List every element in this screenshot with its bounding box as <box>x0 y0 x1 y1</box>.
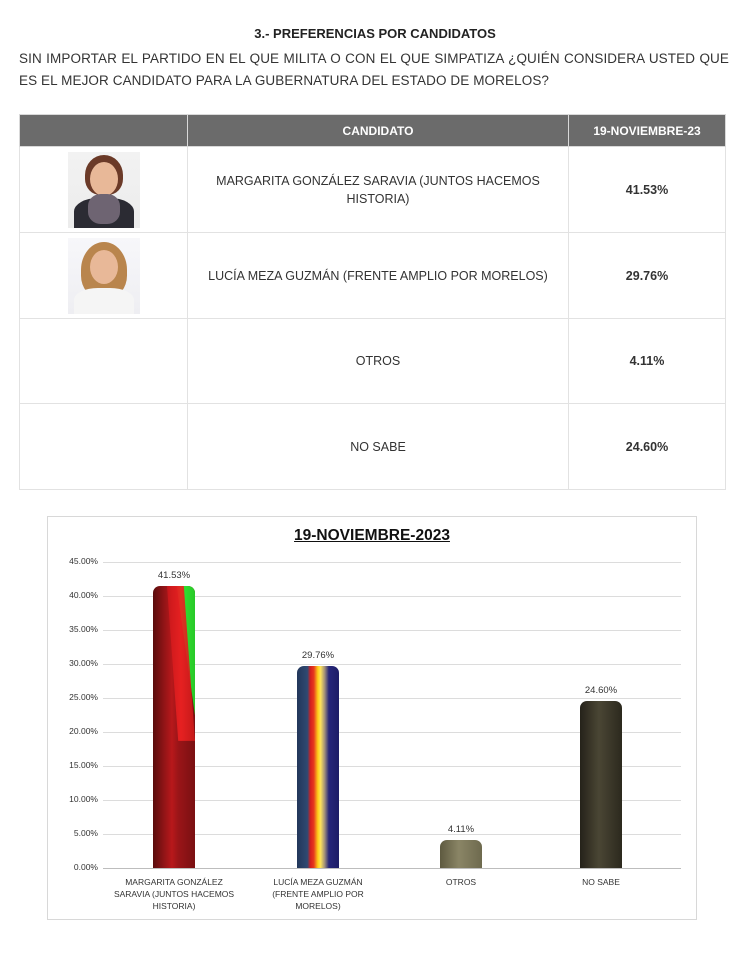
x-axis-category-label <box>396 876 526 888</box>
data-label: 4.11% <box>447 824 475 836</box>
candidate-name: MARGARITA GONZÁLEZ SARAVIA (JUNTOS HACEMOS HISTORIA) <box>188 147 569 233</box>
candidate-name: NO SABE <box>188 404 569 490</box>
category-label-line: MARGARITA GONZÁLEZ <box>125 877 223 887</box>
y-axis-tick-label: 25.00% <box>69 692 98 702</box>
chart-title: 19-NOVIEMBRE-2023 <box>294 527 450 544</box>
table-row <box>20 404 726 490</box>
x-axis-category-label <box>109 876 239 912</box>
photo-cell <box>20 319 188 404</box>
column-header-candidato: CANDIDATO <box>188 115 569 147</box>
table-row <box>20 147 726 233</box>
y-axis-tick-label: 30.00% <box>69 658 98 668</box>
category-label-line: MORELOS) <box>295 901 341 911</box>
y-axis-tick-label: 40.00% <box>69 590 98 600</box>
category-label-line: (FRENTE AMPLIO POR <box>272 889 364 899</box>
category-label-line: NO SABE <box>582 877 620 887</box>
x-axis-line <box>103 868 681 869</box>
category-label-line: HISTORIA) <box>152 901 196 911</box>
candidate-percentage: 24.60% <box>569 404 726 490</box>
y-axis-tick-label: 45.00% <box>69 556 98 566</box>
y-axis-tick-label: 15.00% <box>69 760 98 770</box>
table-row <box>20 233 726 319</box>
survey-question: SIN IMPORTAR EL PARTIDO EN EL QUE MILITA O CON EL QUE SIMPATIZA ¿QUIÉN CONSIDERA USTED QUE ES EL MEJOR CANDIDATO PARA LA GUBERNATURA DEL ESTADO DE MORELOS? <box>19 51 729 88</box>
photo-cell <box>20 147 188 233</box>
candidate-percentage: 29.76% <box>569 233 726 319</box>
column-header-photo <box>20 115 188 147</box>
candidate-photo-lucia <box>68 238 140 314</box>
category-label-line: OTROS <box>445 877 477 887</box>
data-label: 29.76% <box>301 649 335 661</box>
bar-margarita <box>153 586 195 868</box>
gridline <box>103 562 681 563</box>
candidate-name: LUCÍA MEZA GUZMÁN (FRENTE AMPLIO POR MORELOS) <box>188 233 569 319</box>
candidate-photo-margarita <box>68 152 140 228</box>
table-row <box>20 319 726 404</box>
candidate-name: OTROS <box>188 319 569 404</box>
y-axis-tick-label: 0.00% <box>73 862 98 872</box>
photo-cell <box>20 233 188 319</box>
bar-no-sabe <box>580 701 622 868</box>
candidate-percentage: 4.11% <box>569 319 726 404</box>
category-label-line: SARAVIA (JUNTOS HACEMOS <box>113 889 235 899</box>
category-label-line: LUCÍA MEZA GUZMÁN <box>273 877 363 887</box>
x-axis-category-label <box>253 876 383 912</box>
column-header-date: 19-NOVIEMBRE-23 <box>569 115 726 147</box>
bar-chart <box>47 516 697 920</box>
y-axis-tick-label: 35.00% <box>69 624 98 634</box>
data-label: 41.53% <box>157 569 191 581</box>
y-axis-tick-label: 20.00% <box>69 726 98 736</box>
section-title: 3.- PREFERENCIAS POR CANDIDATOS <box>254 26 496 41</box>
results-table <box>19 114 726 490</box>
table-header-row <box>20 115 726 147</box>
y-axis-tick-label: 5.00% <box>73 828 98 838</box>
photo-cell <box>20 404 188 490</box>
bar-otros <box>440 840 482 868</box>
bar-lucia <box>297 666 339 868</box>
x-axis-category-label <box>536 876 666 888</box>
data-label: 24.60% <box>584 684 618 696</box>
candidate-percentage: 41.53% <box>569 147 726 233</box>
y-axis-tick-label: 10.00% <box>69 794 98 804</box>
